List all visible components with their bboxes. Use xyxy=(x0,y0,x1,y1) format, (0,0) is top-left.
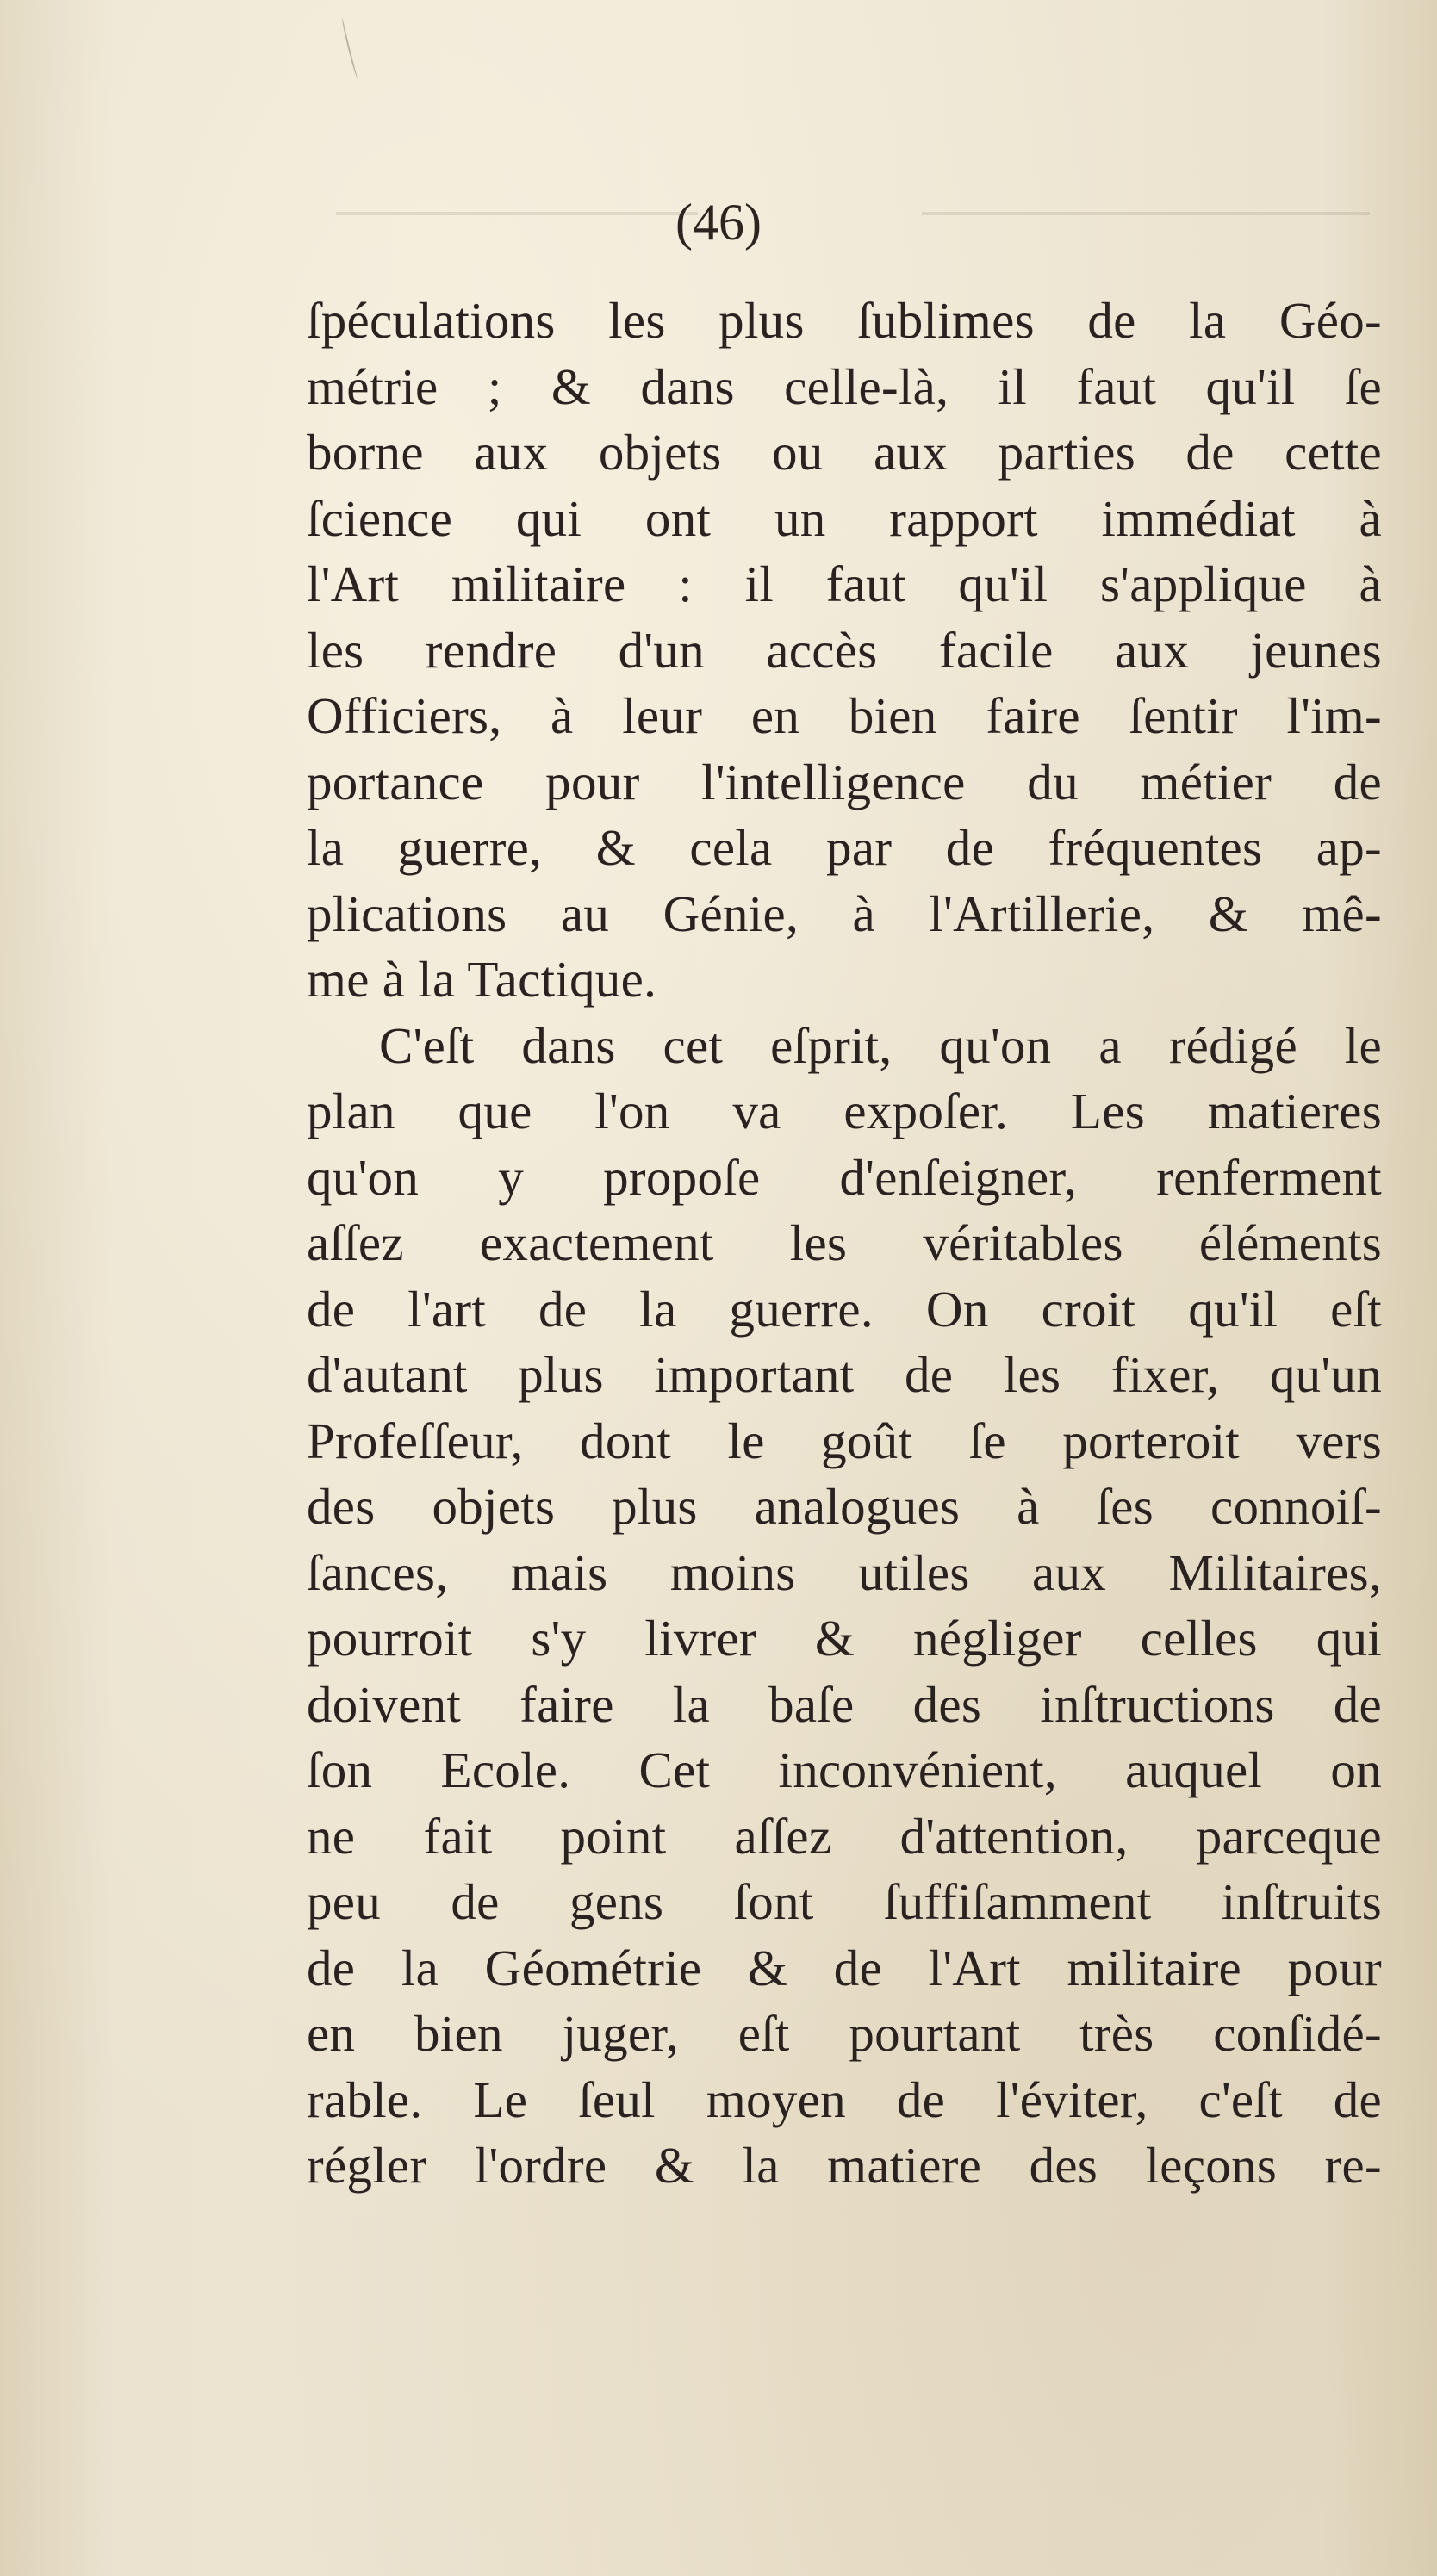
text-line: les rendre d'un accès facile aux jeunes xyxy=(307,621,1382,679)
text-line: aſſez exactement les véritables éléments xyxy=(307,1214,1382,1271)
text-line: ſcience qui ont un rapport immédiat à xyxy=(307,489,1382,547)
text-line: peu de gens ſont ſuffiſamment inſtruits xyxy=(307,1873,1382,1930)
text-line: Profeſſeur, dont le goût ſe porteroit vers xyxy=(307,1412,1382,1469)
body-text xyxy=(307,288,1382,2199)
text-line: ſon Ecole. Cet inconvénient, auquel on xyxy=(307,1741,1382,1798)
text-line: des objets plus analogues à ſes connoiſ- xyxy=(307,1478,1382,1535)
text-line: Officiers, à leur en bien faire ſentir l'im- xyxy=(307,687,1382,744)
text-line: ne fait point aſſez d'attention, parceque xyxy=(307,1807,1382,1865)
text-line: ſances, mais moins utiles aux Militaires, xyxy=(307,1543,1382,1601)
text-line: la guerre, & cela par de fréquentes ap- xyxy=(307,819,1382,876)
text-line: de l'art de la guerre. On croit qu'il eſt xyxy=(307,1280,1382,1338)
text-line: borne aux objets ou aux parties de cette xyxy=(307,424,1382,481)
text-line: C'eſt dans cet eſprit, qu'on a rédigé le xyxy=(379,1016,1382,1074)
text-line: d'autant plus important de les fixer, qu'un xyxy=(307,1346,1382,1403)
text-line: plications au Génie, à l'Artillerie, & mê- xyxy=(307,885,1382,942)
text-line: pourroit s'y livrer & négliger celles qui xyxy=(307,1610,1382,1667)
text-line: l'Art militaire : il faut qu'il s'applique à xyxy=(307,556,1382,612)
text-line: régler l'ordre & la matiere des leçons re- xyxy=(307,2137,1382,2194)
text-line: plan que l'on va expoſer. Les matieres xyxy=(307,1083,1382,1139)
text-line: qu'on y propoſe d'enſeigner, renferment xyxy=(307,1148,1382,1206)
text-line: rable. Le ſeul moyen de l'éviter, c'eſt de xyxy=(307,2070,1382,2128)
text-line: doivent faire la baſe des inſtructions de xyxy=(307,1675,1382,1733)
page-number: (46) xyxy=(675,194,762,251)
paper-crease xyxy=(340,17,359,78)
text-line: métrie ; & dans celle-là, il faut qu'il ſe xyxy=(307,357,1382,415)
text-line: portance pour l'intelligence du métier de xyxy=(307,753,1382,810)
text-line: me à la Tactique. xyxy=(307,951,657,1008)
text-line: en bien juger, eſt pourtant très conſidé- xyxy=(307,2005,1382,2062)
text-line: ſpéculations les plus ſublimes de la Géo- xyxy=(307,292,1382,349)
text-line: de la Géométrie & de l'Art militaire pour xyxy=(307,1939,1382,1996)
